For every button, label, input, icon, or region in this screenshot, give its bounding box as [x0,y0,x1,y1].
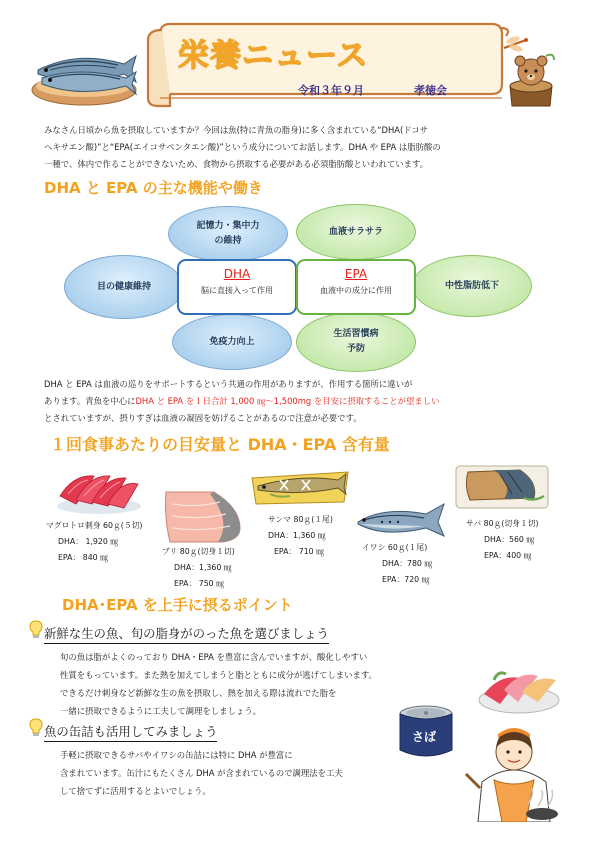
section-title-functions: DHA と EPA の主な機能や働き [44,179,263,197]
can-label: さば [412,730,437,744]
sashimi-platter-illustration [476,660,562,716]
point1-heading: 新鮮な生の魚、旬の脂身がのった魚を選びましょう [44,624,329,644]
bubble-lifestyle-line: 予防 [346,344,365,354]
epa-desc: 血液中の成分に作用 [320,286,392,295]
functions-text: あります。青魚を中心に [44,396,136,406]
lightbulb-icon [28,620,44,640]
bubble-memory [168,206,288,262]
functions-line: とされていますが、摂りすぎは血液の凝固を妨げることがあるので注意が必要です。 [44,413,362,423]
point2-body [60,746,343,800]
intro-line: みなさん日頃から魚を摂取していますか？今回は魚(特に青魚の脂身)に多く含まれている“DHA(ドコサ [44,125,429,135]
bubble-lifestyle-line: 生活習慣病 [333,329,379,339]
fish-caption-buri [162,544,235,592]
fish-dha: DHA：1,360 ㎎ [268,531,326,540]
fish-name: マグロトロ刺身 60ｇ(５切) [46,521,143,530]
point2-line: 手軽に摂取できるサバやイワシの缶詰には特に DHA が豊富に [60,750,293,760]
epa-label: EPA [344,267,368,281]
tuna-sashimi-illustration [54,466,144,516]
bubble-blood-label: 血液サラサラ [328,226,383,237]
dha-box [177,259,297,315]
fish-dha: DHA： 1,920 ㎎ [58,537,119,546]
news-title: 栄養ニュース [178,38,369,74]
point2-line: して捨てずに活用するとよいでしょう。 [60,786,211,796]
fish-epa: EPA：720 ㎎ [382,575,430,584]
bubble-fat [412,255,532,317]
fish-epa: EPA： 750 ㎎ [174,579,224,588]
bubble-fat-label: 中性脂肪低下 [444,280,499,291]
mackerel-plate-illustration [28,44,140,110]
point1-line: 旬の魚は脂がよくのっており DHA・EPA を豊富に含んでいますが、酸化しやすい [60,652,368,662]
lightbulb-icon [28,718,44,738]
functions-line: DHA と EPA は血液の巡りをサポートするという共通の作用がありますが、作用する箇所に違いが [44,379,413,389]
fish-caption-tuna [46,518,142,566]
iwashi-illustration [354,500,446,540]
fish-caption-sanma [268,512,333,560]
news-date: 令和３年９月 [298,84,364,97]
fish-caption-iwashi [362,540,432,588]
fish-caption-saba [466,516,539,564]
point1-line: 性質をもっています。また熱を加えてしまうと脂とともに成分が逃げてしまいます。 [60,670,377,680]
saba-fillet-illustration [454,458,550,510]
recommended-intake-text: DHA と EPA を１日合計 1,000 ㎎～1,500mg を目安に摂取することが望ましい [135,396,440,406]
bubble-memory-line: の維持 [214,236,242,246]
bubble-immune [172,314,292,370]
functions-line [44,393,564,410]
bubble-eyes-label: 目の健康維持 [96,281,151,292]
sanma-grilled-illustration [250,458,350,506]
point1-body [60,648,377,720]
fish-name: イワシ 60ｇ(１尾) [362,543,428,552]
bubble-memory-line: 記憶力・集中力 [196,221,260,231]
fish-dha: DHA：1,360 ㎎ [174,563,232,572]
buri-fillet-illustration [160,488,246,544]
fish-dha: DHA：780 ㎎ [382,559,433,568]
fish-name: サンマ 80ｇ(１尾) [268,515,333,524]
section-title-content: １回食事あたりの目安量と DHA・EPA 含有量 [50,435,390,454]
news-org: 孝徳会 [414,84,447,97]
intro-line: ヘキサエン酸)”と“EPA(エイコサペンタエン酸)”という成分についてお話します。DHA や EPA は脂肪酸の [44,142,441,152]
fish-epa: EPA： 710 ㎎ [274,547,324,556]
bubble-blood [296,204,416,260]
epa-box [296,259,416,315]
fish-epa: EPA： 840 ㎎ [58,553,108,562]
bubble-immune-label: 免疫力向上 [209,336,255,347]
bear-on-stump-illustration [502,52,560,108]
intro-line: 一種で、体内で作ることができないため、食物から摂取する必要がある必須脂肪酸といわれています。 [44,159,429,169]
dha-desc: 脳に直接入って作用 [201,286,273,295]
bubble-lifestyle [296,312,416,372]
section-title-points: DHA･EPA を上手に摂るポイント [62,596,293,614]
bubble-eyes [64,255,184,319]
point2-heading: 魚の缶詰も活用してみましょう [44,722,217,742]
fish-epa: EPA：400 ㎎ [484,551,532,560]
intro-paragraph [44,122,556,173]
functions-paragraph [44,376,564,427]
fish-name: ブリ 80ｇ(切身１切) [162,547,235,556]
point1-line: 一緒に摂取できるように工夫して調理をしましょう。 [60,706,261,716]
dha-label: DHA [223,267,251,281]
point2-line: 含まれています。缶汁にもたくさん DHA が含まれているので調理法を工夫 [60,768,343,778]
fish-name: サバ 80ｇ(切身１切) [466,519,539,528]
cook-illustration [462,722,562,822]
point1-line: できるだけ刺身など新鮮な生の魚を摂取し、熱を加える際は流れでた脂を [60,688,337,698]
fish-dha: DHA：560 ㎎ [484,535,535,544]
